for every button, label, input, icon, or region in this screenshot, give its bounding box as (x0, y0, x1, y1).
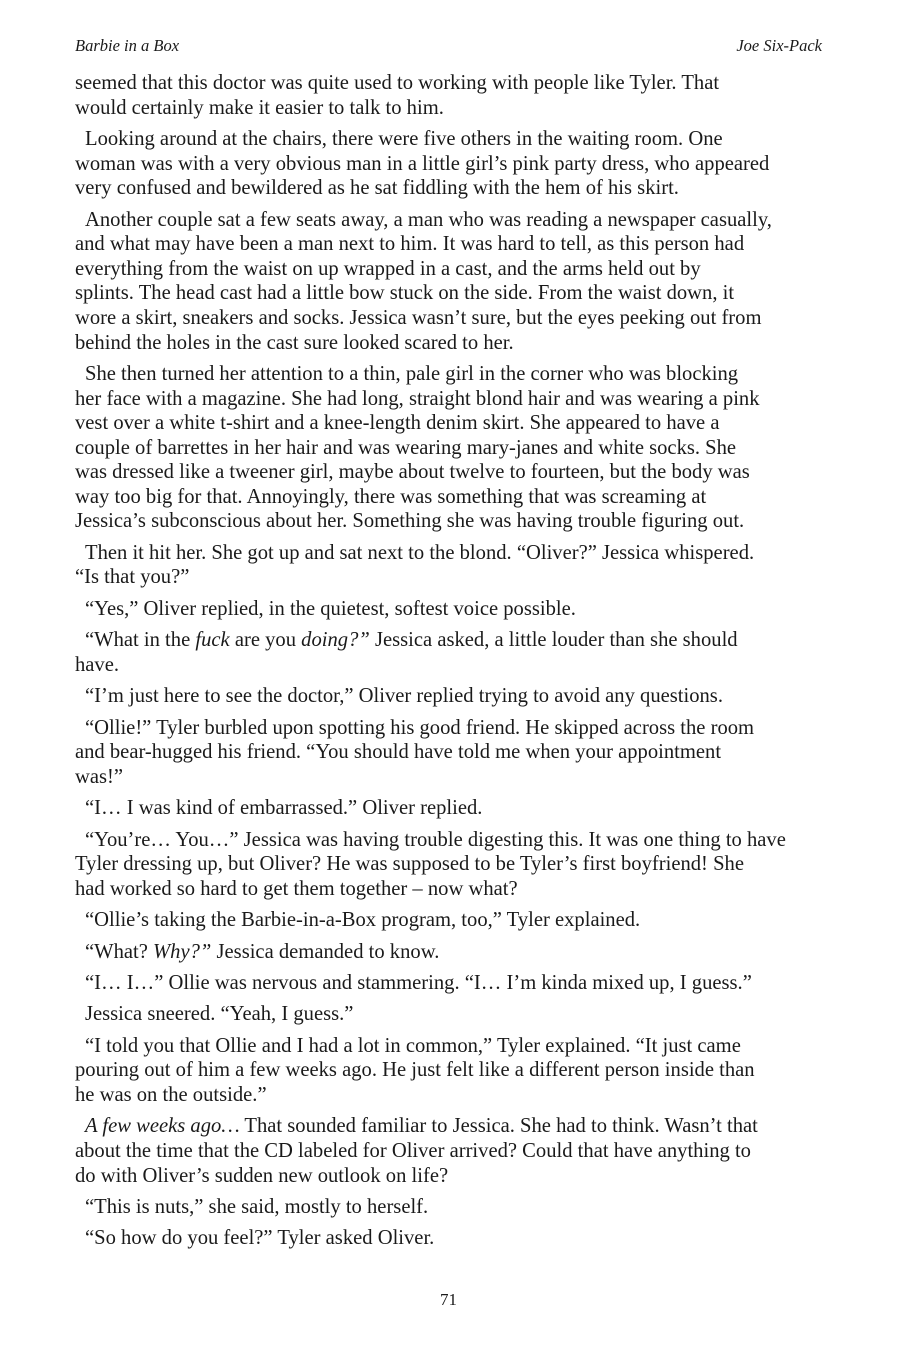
paragraph (75, 628, 822, 677)
body-text (75, 71, 822, 1258)
paragraph: “So how do you feel?” Tyler asked Oliver. (85, 1227, 435, 1250)
paragraph: “Ollie’s taking the Barbie-in-a-Box program, too,” Tyler explained. (85, 909, 641, 932)
text-run: are you (229, 629, 302, 652)
text-run: Jessica demanded to know. (211, 940, 440, 963)
paragraph: “I… I was kind of embarrassed.” Oliver replied. (85, 797, 483, 820)
emphasis: A few weeks ago… (85, 1115, 240, 1138)
paragraph: “I told you that Ollie and I had a lot in common,” Tyler explained. “It just came pouring out of him a few weeks ago. He just felt like a different person inside than he was on the outside.” (75, 1034, 755, 1106)
paragraph: “This is nuts,” she said, mostly to herself. (85, 1195, 429, 1218)
header-book-title: Barbie in a Box (75, 36, 180, 55)
paragraph: “I… I…” Ollie was nervous and stammering. “I… I’m kinda mixed up, I guess.” (85, 971, 752, 994)
text-run: “What in the (85, 629, 196, 652)
paragraph: seemed that this doctor was quite used to working with people like Tyler. That would certainly make it easier to talk to him. (75, 72, 720, 119)
paragraph (75, 1114, 822, 1188)
paragraph: “Yes,” Oliver replied, in the quietest, softest voice possible. (85, 597, 576, 620)
paragraph: Looking around at the chairs, there were five others in the waiting room. One woman was with a very obvious man in a little girl’s pink party dress, who appeared very confused and bewildered as he sat fiddling with the hem of his skirt. (75, 127, 770, 200)
header-author: Joe Six-Pack (736, 36, 822, 55)
paragraph: Another couple sat a few seats away, a man who was reading a newspaper casually, and what may have been a man next to him. It was hard to tell, as this person had everything from the waist on up wrapped in a cast, and the arms held out by splints. The head cast had a little bow stuck on the side. From the waist down, it wore a skirt, sneakers and socks. Jessica wasn’t sure, but the eyes peeking out from behind the holes in the cast sure looked scared to her. (75, 208, 772, 354)
paragraph: Then it hit her. She got up and sat next to the blond. “Oliver?” Jessica whispered. “Is that you?” (75, 541, 755, 589)
paragraph: Jessica sneered. “Yeah, I guess.” (85, 1003, 354, 1026)
page-number: 71 (440, 1290, 457, 1309)
text-run: That sounded familiar to Jessica. She had to think. Wasn’t that about the time that the CD labeled for Oliver arrived? Could that have anything to do with Oliver’s sudden new outlook on life? (75, 1115, 758, 1187)
paragraph: “I’m just here to see the doctor,” Oliver replied trying to avoid any questions. (85, 685, 723, 708)
emphasis: doing?” (301, 629, 370, 652)
paragraph: “You’re… You…” Jessica was having trouble digesting this. It was one thing to have Tyler dressing up, but Oliver? He was supposed to be Tyler’s first boyfriend! She had worked so hard to get them together – now what? (75, 828, 786, 900)
paragraph (75, 940, 822, 965)
paragraph: She then turned her attention to a thin, pale girl in the corner who was blocking her face with a magazine. She had long, straight blond hair and was wearing a pink vest over a white t-shirt and a knee-length denim skirt. She appeared to have a couple of barrettes in her hair and was wearing mary-janes and white socks. She was dressed like a tweener girl, maybe about twelve to fourteen, but the body was way too big for that. Annoyingly, there was something that was screaming at Jessica’s subconscious about her. Something she was having trouble figuring out. (75, 362, 760, 533)
text-run: Jessica asked, a little louder than she should have. (75, 629, 738, 676)
paragraph: “Ollie!” Tyler burbled upon spotting his good friend. He skipped across the room and bear-hugged his friend. “You should have told me when your appointment was!” (75, 716, 755, 788)
running-header (75, 36, 822, 56)
text-run: “What? (85, 940, 154, 963)
emphasis: Why?” (153, 940, 212, 963)
book-page (75, 0, 822, 1350)
emphasis: fuck (195, 629, 230, 652)
